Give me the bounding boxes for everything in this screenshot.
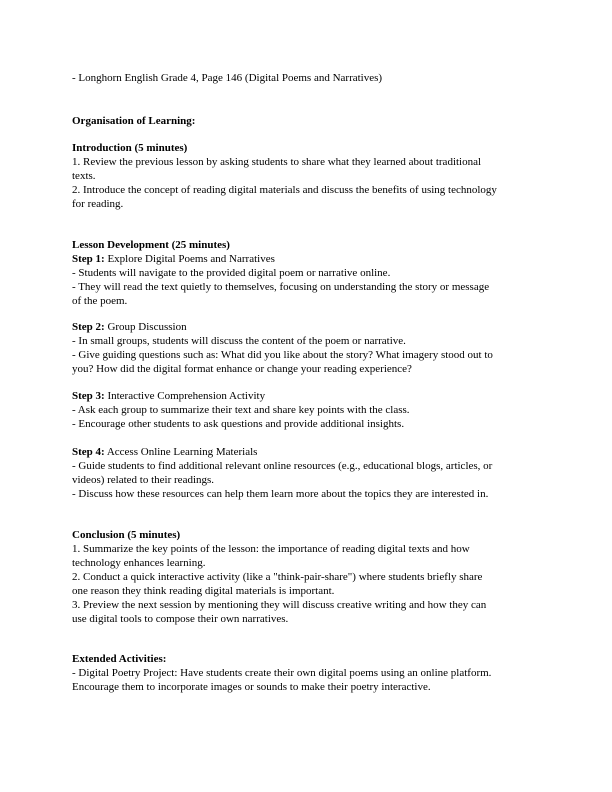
conclusion-line: one reason they think reading digital materials is important. [72, 585, 335, 597]
step-line: videos) related to their readings. [72, 474, 215, 486]
organisation-section [72, 114, 542, 128]
introduction-heading: Introduction (5 minutes) [72, 142, 188, 154]
extended-line: Encourage them to incorporate images or sounds to make their poetry interactive. [72, 681, 431, 693]
introduction-line: 2. Introduce the concept of reading digital materials and discuss the benefits of using technology [72, 184, 497, 196]
step-line: - Guide students to find additional relevant online resources (e.g., educational blogs, articles, or [72, 460, 493, 472]
step-line: - They will read the text quietly to themselves, focusing on understanding the story or message [72, 281, 490, 293]
step-line: - Ask each group to summarize their text and share key points with the class. [72, 404, 410, 416]
conclusion-line: 3. Preview the next session by mentioning they will discuss creative writing and how they can [72, 599, 487, 611]
step-label: Step 1: [72, 253, 105, 265]
introduction-line: texts. [72, 170, 96, 182]
conclusion-line: 2. Conduct a quick interactive activity (like a "think-pair-share") where students briefly share [72, 571, 483, 583]
development-heading: Lesson Development (25 minutes) [72, 239, 230, 251]
step-title: Access Online Learning Materials [104, 446, 258, 458]
step-title-line [72, 320, 542, 334]
step-line: - Give guiding questions such as: What did you like about the story? What imagery stood out to [72, 349, 493, 361]
step-line: you? How did the digital format enhance or change your reading experience? [72, 363, 412, 375]
conclusion-line: technology enhances learning. [72, 557, 206, 569]
step-title-line [72, 252, 542, 266]
conclusion-section [72, 528, 542, 626]
step-title-line [72, 389, 542, 403]
extended-heading: Extended Activities: [72, 653, 167, 665]
step-line: - Discuss how these resources can help them learn more about the topics they are interested in. [72, 488, 489, 500]
step-title: Explore Digital Poems and Narratives [104, 253, 275, 265]
step-title: Group Discussion [104, 321, 187, 333]
conclusion-line: use digital tools to compose their own narratives. [72, 613, 289, 625]
introduction-line: for reading. [72, 198, 124, 210]
step-3-section [72, 389, 542, 431]
reference-text: - Longhorn English Grade 4, Page 146 (Digital Poems and Narratives) [72, 72, 383, 84]
development-section [72, 238, 542, 308]
step-line: of the poem. [72, 295, 128, 307]
introduction-line: 1. Review the previous lesson by asking students to share what they learned about traditional [72, 156, 482, 168]
introduction-section [72, 141, 542, 211]
step-2-section [72, 320, 542, 376]
step-title: Interactive Comprehension Activity [104, 390, 266, 402]
step-label: Step 2: [72, 321, 105, 333]
reference-line [72, 71, 542, 85]
step-label: Step 4: [72, 446, 105, 458]
conclusion-heading: Conclusion (5 minutes) [72, 529, 181, 541]
step-line: - In small groups, students will discuss the content of the poem or narrative. [72, 335, 406, 347]
conclusion-line: 1. Summarize the key points of the lesson: the importance of reading digital texts and how [72, 543, 470, 555]
step-4-section [72, 445, 542, 501]
step-line: - Students will navigate to the provided digital poem or narrative online. [72, 267, 391, 279]
step-line: - Encourage other students to ask questions and provide additional insights. [72, 418, 405, 430]
extended-section [72, 652, 542, 694]
step-title-line [72, 445, 542, 459]
organisation-heading: Organisation of Learning: [72, 115, 196, 127]
extended-line: - Digital Poetry Project: Have students create their own digital poems using an online platform. [72, 667, 492, 679]
step-label: Step 3: [72, 390, 105, 402]
